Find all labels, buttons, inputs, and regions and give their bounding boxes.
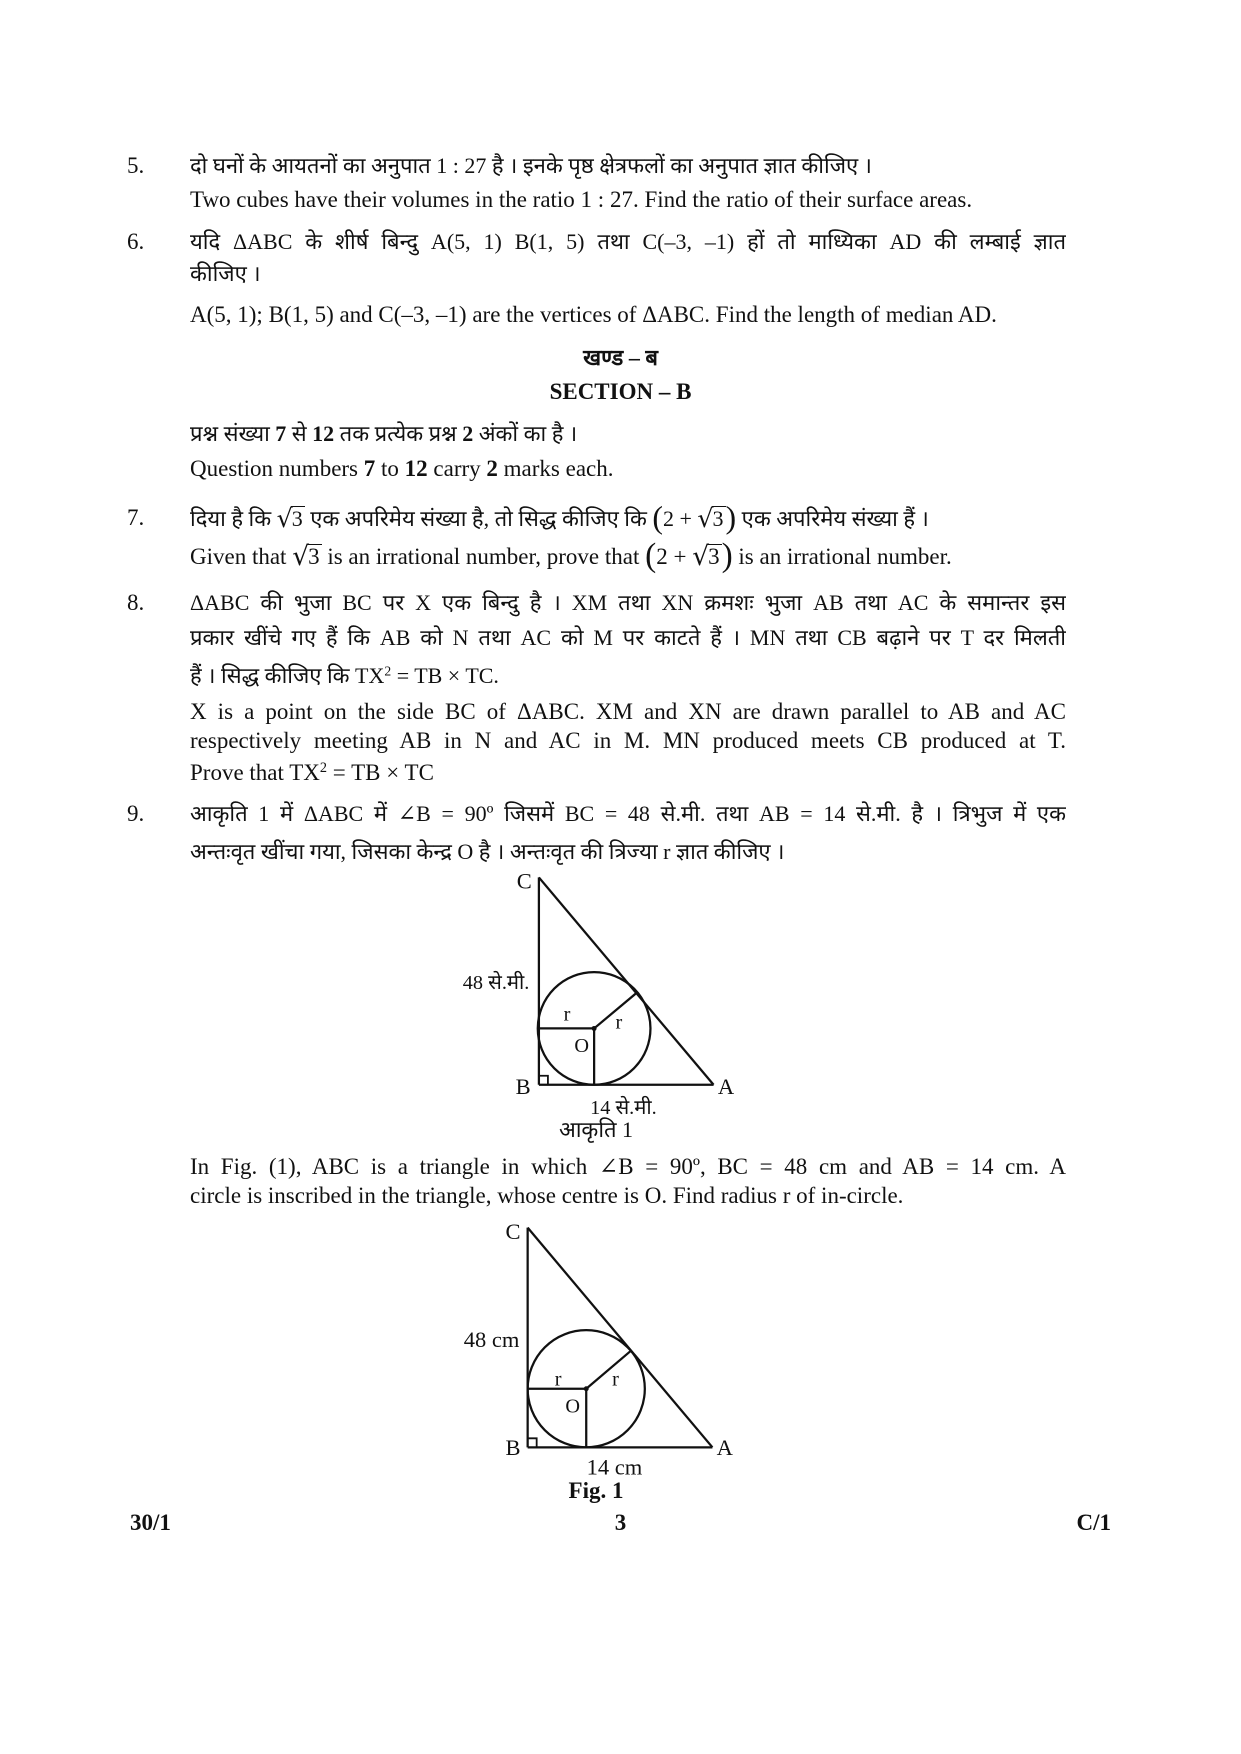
question-8-english-line-2: respectively meeting AB in N and AC in M. MN produced meets CB produced at T.	[190, 728, 1066, 753]
question-8-english-line-1: X is a point on the side BC of ΔABC. XM and XN are drawn parallel to AB and AC	[190, 699, 1066, 724]
question-8-english-line-3	[190, 755, 1190, 791]
text-segment: 2 +	[663, 506, 698, 531]
question-8-hindi-line-2: प्रकार खींचे गए हैं कि AB को N तथा AC को M पर काटते हैं । MN तथा CB बढ़ाने पर T दर मिलती	[190, 625, 1066, 650]
section-title-hindi: खण्ड – ब	[583, 345, 658, 370]
footer-paper-code: 30/1	[130, 1510, 171, 1535]
triangle-side-ac	[528, 1228, 713, 1448]
radius-label: r	[612, 1368, 619, 1391]
section-instruction-english	[190, 451, 1190, 487]
question-5-number: 5.	[127, 153, 145, 178]
instruction-number: 2	[486, 456, 498, 481]
section-title-english: SECTION – B	[549, 379, 692, 404]
square-root	[292, 541, 321, 572]
radius-label: r	[563, 1003, 571, 1026]
centre-point	[592, 1026, 597, 1031]
instruction-number: 7	[275, 421, 287, 446]
text-segment: हैं । सिद्ध कीजिए कि TX	[190, 663, 385, 688]
instruction-text: to	[375, 456, 405, 481]
instruction-number: 12	[312, 421, 335, 446]
side-label-ab: 14 से.मी.	[590, 1097, 657, 1120]
text-segment: is an irrational number, prove that	[321, 544, 646, 569]
question-6-hindi-line-1: यदि ΔABC के शीर्ष बिन्दु A(5, 1) B(1, 5) तथा C(–3, –1) हों तो माध्यिका AD की लम्बाई ज्ञात	[190, 229, 1066, 254]
text-segment: 2 +	[656, 544, 693, 569]
close-parenthesis: )	[725, 500, 737, 535]
instruction-text: अंकों का है ।	[473, 421, 578, 446]
instruction-text: तक प्रत्येक प्रश्न	[334, 421, 463, 446]
radius-to-ac	[586, 1350, 631, 1391]
side-label-ab: 14 cm	[586, 1454, 643, 1480]
footer-page-number: 3	[614, 1510, 627, 1535]
instruction-number: 12	[404, 456, 428, 481]
side-label-bc: 48 से.मी.	[462, 971, 530, 994]
vertex-label-c: C	[516, 868, 532, 894]
instruction-number: 7	[363, 456, 376, 481]
question-6-number: 6.	[127, 229, 145, 254]
text-segment: is an irrational number.	[732, 544, 952, 569]
radicand: 3	[291, 506, 303, 531]
figure-1-english	[451, 1213, 744, 1480]
text-segment: Prove that TX	[190, 760, 320, 785]
figure-1-hindi-caption: आकृति 1	[558, 1117, 634, 1142]
question-5-english-text: Two cubes have their volumes in the ratio 1 : 27. Find the ratio of their surface areas.	[190, 187, 973, 212]
radical-sign: √	[292, 541, 310, 572]
vertex-label-a: A	[717, 1073, 735, 1099]
radicand: 3	[708, 544, 720, 569]
square-root	[692, 541, 721, 572]
open-parenthesis: (	[645, 538, 657, 574]
exponent: 2	[319, 760, 328, 777]
radicand: 3	[712, 506, 724, 531]
text-segment: दिया है कि	[190, 506, 277, 531]
question-7-hindi-text	[190, 500, 1190, 536]
instruction-text: carry	[427, 456, 487, 481]
text-segment: = TB × TC.	[391, 663, 499, 688]
centre-label-o: O	[565, 1395, 581, 1418]
question-6-hindi-line-2: कीजिए ।	[190, 261, 261, 286]
question-9-number: 9.	[127, 801, 145, 826]
radical-sign: √	[692, 541, 710, 572]
centre-point	[584, 1386, 589, 1391]
text-segment: एक अपरिमेय संख्या हैं ।	[736, 506, 929, 531]
question-8-number: 8.	[127, 590, 145, 615]
instruction-text: Question numbers	[190, 456, 364, 481]
radicand: 3	[308, 544, 320, 569]
radius-label: r	[615, 1011, 623, 1034]
right-angle-mark	[539, 1076, 548, 1085]
instruction-text: प्रश्न संख्या	[190, 421, 276, 446]
section-instruction-hindi	[190, 416, 1190, 452]
question-9-hindi-line-1: आकृति 1 में ΔABC में ∠B = 90º जिसमें BC = 48 से.मी. तथा AB = 14 से.मी. है । त्रिभुज में एक	[190, 801, 1066, 826]
square-root	[277, 506, 305, 531]
question-8-hindi-line-1: ΔABC की भुजा BC पर X एक बिन्दु है । XM तथा XN क्रमशः भुजा AB तथा AC के समान्तर इस	[190, 590, 1066, 615]
instruction-text: से	[286, 421, 313, 446]
question-6-english-text: A(5, 1); B(1, 5) and C(–3, –1) are the vertices of ΔABC. Find the length of median AD.	[190, 302, 997, 327]
radical-sign: √	[697, 504, 714, 533]
instruction-number: 2	[462, 421, 474, 446]
right-angle-mark	[528, 1438, 537, 1447]
radius-label: r	[554, 1368, 562, 1391]
text-segment: एक अपरिमेय संख्या है, तो सिद्ध कीजिए कि	[304, 506, 653, 531]
footer-set-code: C/1	[1076, 1510, 1111, 1535]
question-7-number: 7.	[127, 505, 145, 530]
question-7-english-text	[190, 538, 1190, 574]
side-label-bc: 48 cm	[463, 1327, 520, 1353]
vertex-label-b: B	[505, 1435, 521, 1461]
instruction-text: marks each.	[497, 456, 614, 481]
question-9-english-line-1: In Fig. (1), ABC is a triangle in which ∠B = 90º, BC = 48 cm and AB = 14 cm. A	[190, 1154, 1066, 1179]
vertex-label-a: A	[716, 1435, 733, 1461]
radical-sign: √	[276, 504, 293, 533]
question-9-english-line-2: circle is inscribed in the triangle, whose centre is O. Find radius r of in-circle.	[190, 1183, 904, 1208]
centre-label-o: O	[574, 1035, 590, 1058]
vertex-label-c: C	[505, 1218, 521, 1244]
vertex-label-b: B	[515, 1073, 531, 1099]
figure-1-hindi	[451, 866, 744, 1121]
square-root	[697, 506, 725, 531]
open-parenthesis: (	[652, 500, 663, 535]
exponent: 2	[384, 663, 392, 679]
text-segment: = TB × TC	[327, 760, 434, 785]
text-segment: Given that	[190, 544, 293, 569]
question-8-hindi-line-3	[190, 658, 1190, 694]
question-9-hindi-line-2: अन्तःवृत खींचा गया, जिसका केन्द्र O है । अन्तःवृत की त्रिज्या r ज्ञात कीजिए ।	[190, 839, 785, 864]
figure-1-english-caption: Fig. 1	[568, 1478, 624, 1503]
question-5-hindi-text: दो घनों के आयतनों का अनुपात 1 : 27 है । इनके पृष्ठ क्षेत्रफलों का अनुपात ज्ञात कीजिए ।	[190, 153, 873, 178]
close-parenthesis: )	[721, 538, 733, 574]
